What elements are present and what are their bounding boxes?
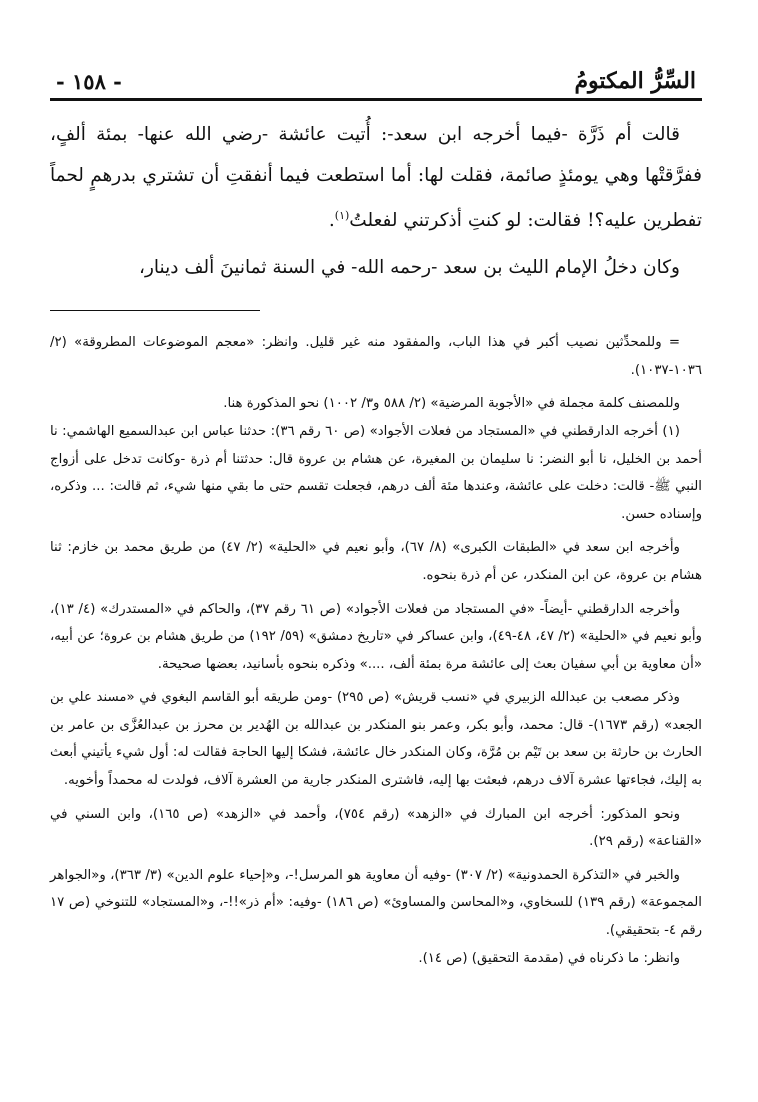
footnote-paragraph: وأخرجه الدارقطني -أيضاً- «في المستجاد من فعلات الأجواد» (ص ٦١ رقم ٣٧)، والحاكم في «المستدرك» (٤/ ١٣)، وأبو نعيم في «الحلية» (٢/ ٤٧، ٤٨-٤٩)، وابن عساكر في «تاريخ دمشق» (٥٩/ ١٩٢) من طريق هشام بن عروة؛ عن أبيه، «أن معاوية بن أبي سفيان بعث إلى عائشة مرة بمئة ألف، ....» وذكره بنحوه بأسانيد، بعضها صحيحة. (50, 601, 702, 672)
closing-period: . (328, 210, 335, 232)
footnotes (50, 329, 702, 972)
footnote-paragraph: والخبر في «التذكرة الحمدونية» (٢/ ٣٠٧) -وفيه أن معاوية هو المرسل!-، و«إحياء علوم الدين» (٣/ ٣٦٣)، و«الجواهر المجموعة» (رقم ١٣٩) للسخاوي، و«المحاسن والمساوئ» (ص ١٨٦) -وفيه: «أم ذر»!!-، و«المستجاد» للتنوخي (ص ١٧ رقم ٤- بتحقيقي). (50, 867, 703, 939)
footnote-marker: (١) (334, 209, 350, 222)
body-paragraph-text: قالت أم ذَرَّة -فيما أخرجه ابن سعد-: أُتيت عائشة -رضي الله عنها- بمئة ألفٍ، ففرَّقتْها وهي يومئذٍ صائمة، فقلت لها: أما استطعت فيما أنفقتِ أن تشتري بدرهمٍ لحماً تفطرين عليه؟! فقالت: لو كنتِ أذكرتني لفعلتُ (50, 124, 702, 232)
footnote-separator (50, 310, 260, 311)
page-number: - ١٥٨ - (56, 69, 122, 94)
footnote-paragraph: وذكر مصعب بن عبدالله الزبيري في «نسب قريش» (ص ٢٩٥) -ومن طريقه أبو القاسم البغوي في «مسند علي بن الجعد» (رقم ١٦٧٣)- قال: محمد، وأبو بكر، وعمر بنو المنكدر بن عبدالله بن الهُدير بن محرز بن عبدالعُزَّى بن عامر بن الحارث بن حارثة بن سعد بن تَيْم بن مُرَّة، وكان المنكدر خال عائشة، فشكا إليها الحاجة فقالت له: أول شيء يأتيني أبعث به إليك، فجاءتها عشرة آلاف درهم، فبعثت بها إليه، فاشترى المنكدر جارية من العشرة آلاف، فولدت له محمداً وأخويه. (50, 690, 702, 789)
book-title: السِّرُّ المكتومُ (574, 68, 696, 94)
footnote-paragraph: (١) أخرجه الدارقطني في «المستجاد من فعلات الأجواد» (ص ٦٠ رقم ٣٦): حدثنا عباس ابن عبدالسميع الهاشمي: نا أحمد بن الخليل، نا أبو النضر: نا سليمان بن المغيرة، عن هشام بن عروة قال: حدثتنا أم ذرة -وكانت تدخل على أزواج النبي ﷺ- قالت: دخلت على عائشة، وعندها مئة ألف درهم، فجعلت تقسم حتى ما بقي منها شيء، ثم قالت: ... وذكره، وإسناده حسن. (50, 423, 702, 522)
running-header (50, 54, 702, 94)
body-paragraph (50, 115, 702, 242)
footnote-paragraph: وانظر: ما ذكرناه في (مقدمة التحقيق) (ص ١٤). (418, 950, 680, 966)
footnote-paragraph: ونحو المذكور: أخرجه ابن المبارك في «الزهد» (رقم ٧٥٤)، وأحمد في «الزهد» (ص ١٦٥)، وابن السني في «القناعة» (رقم ٢٩). (50, 806, 702, 850)
footnote-paragraph: = وللمحدِّثين نصيب أكبر في هذا الباب، والمفقود منه غير قليل. وانظر: «معجم الموضوعات المطروقة» (٢/ ١٠٣٦-١٠٣٧). (50, 335, 702, 378)
footnote-paragraph: وأخرجه ابن سعد في «الطبقات الكبرى» (٨/ ٦٧)، وأبو نعيم في «الحلية» (٢/ ٤٧) من طريق محمد بن خازم: ثنا هشام بن عروة، عن ابن المنكدر، عن أم ذرة بنحوه. (50, 540, 702, 583)
body-paragraph: وكان دخلُ الإمام الليث بن سعد -رحمه الله- في السنة ثمانينَ ألف دينار، (138, 256, 680, 278)
header-rule (50, 98, 702, 101)
footnote-paragraph: وللمصنف كلمة مجملة في «الأجوبة المرضية» (٢/ ٥٨٨ و٣/ ١٠٠٢) نحو المذكورة هنا. (223, 396, 680, 412)
main-text (50, 115, 702, 288)
